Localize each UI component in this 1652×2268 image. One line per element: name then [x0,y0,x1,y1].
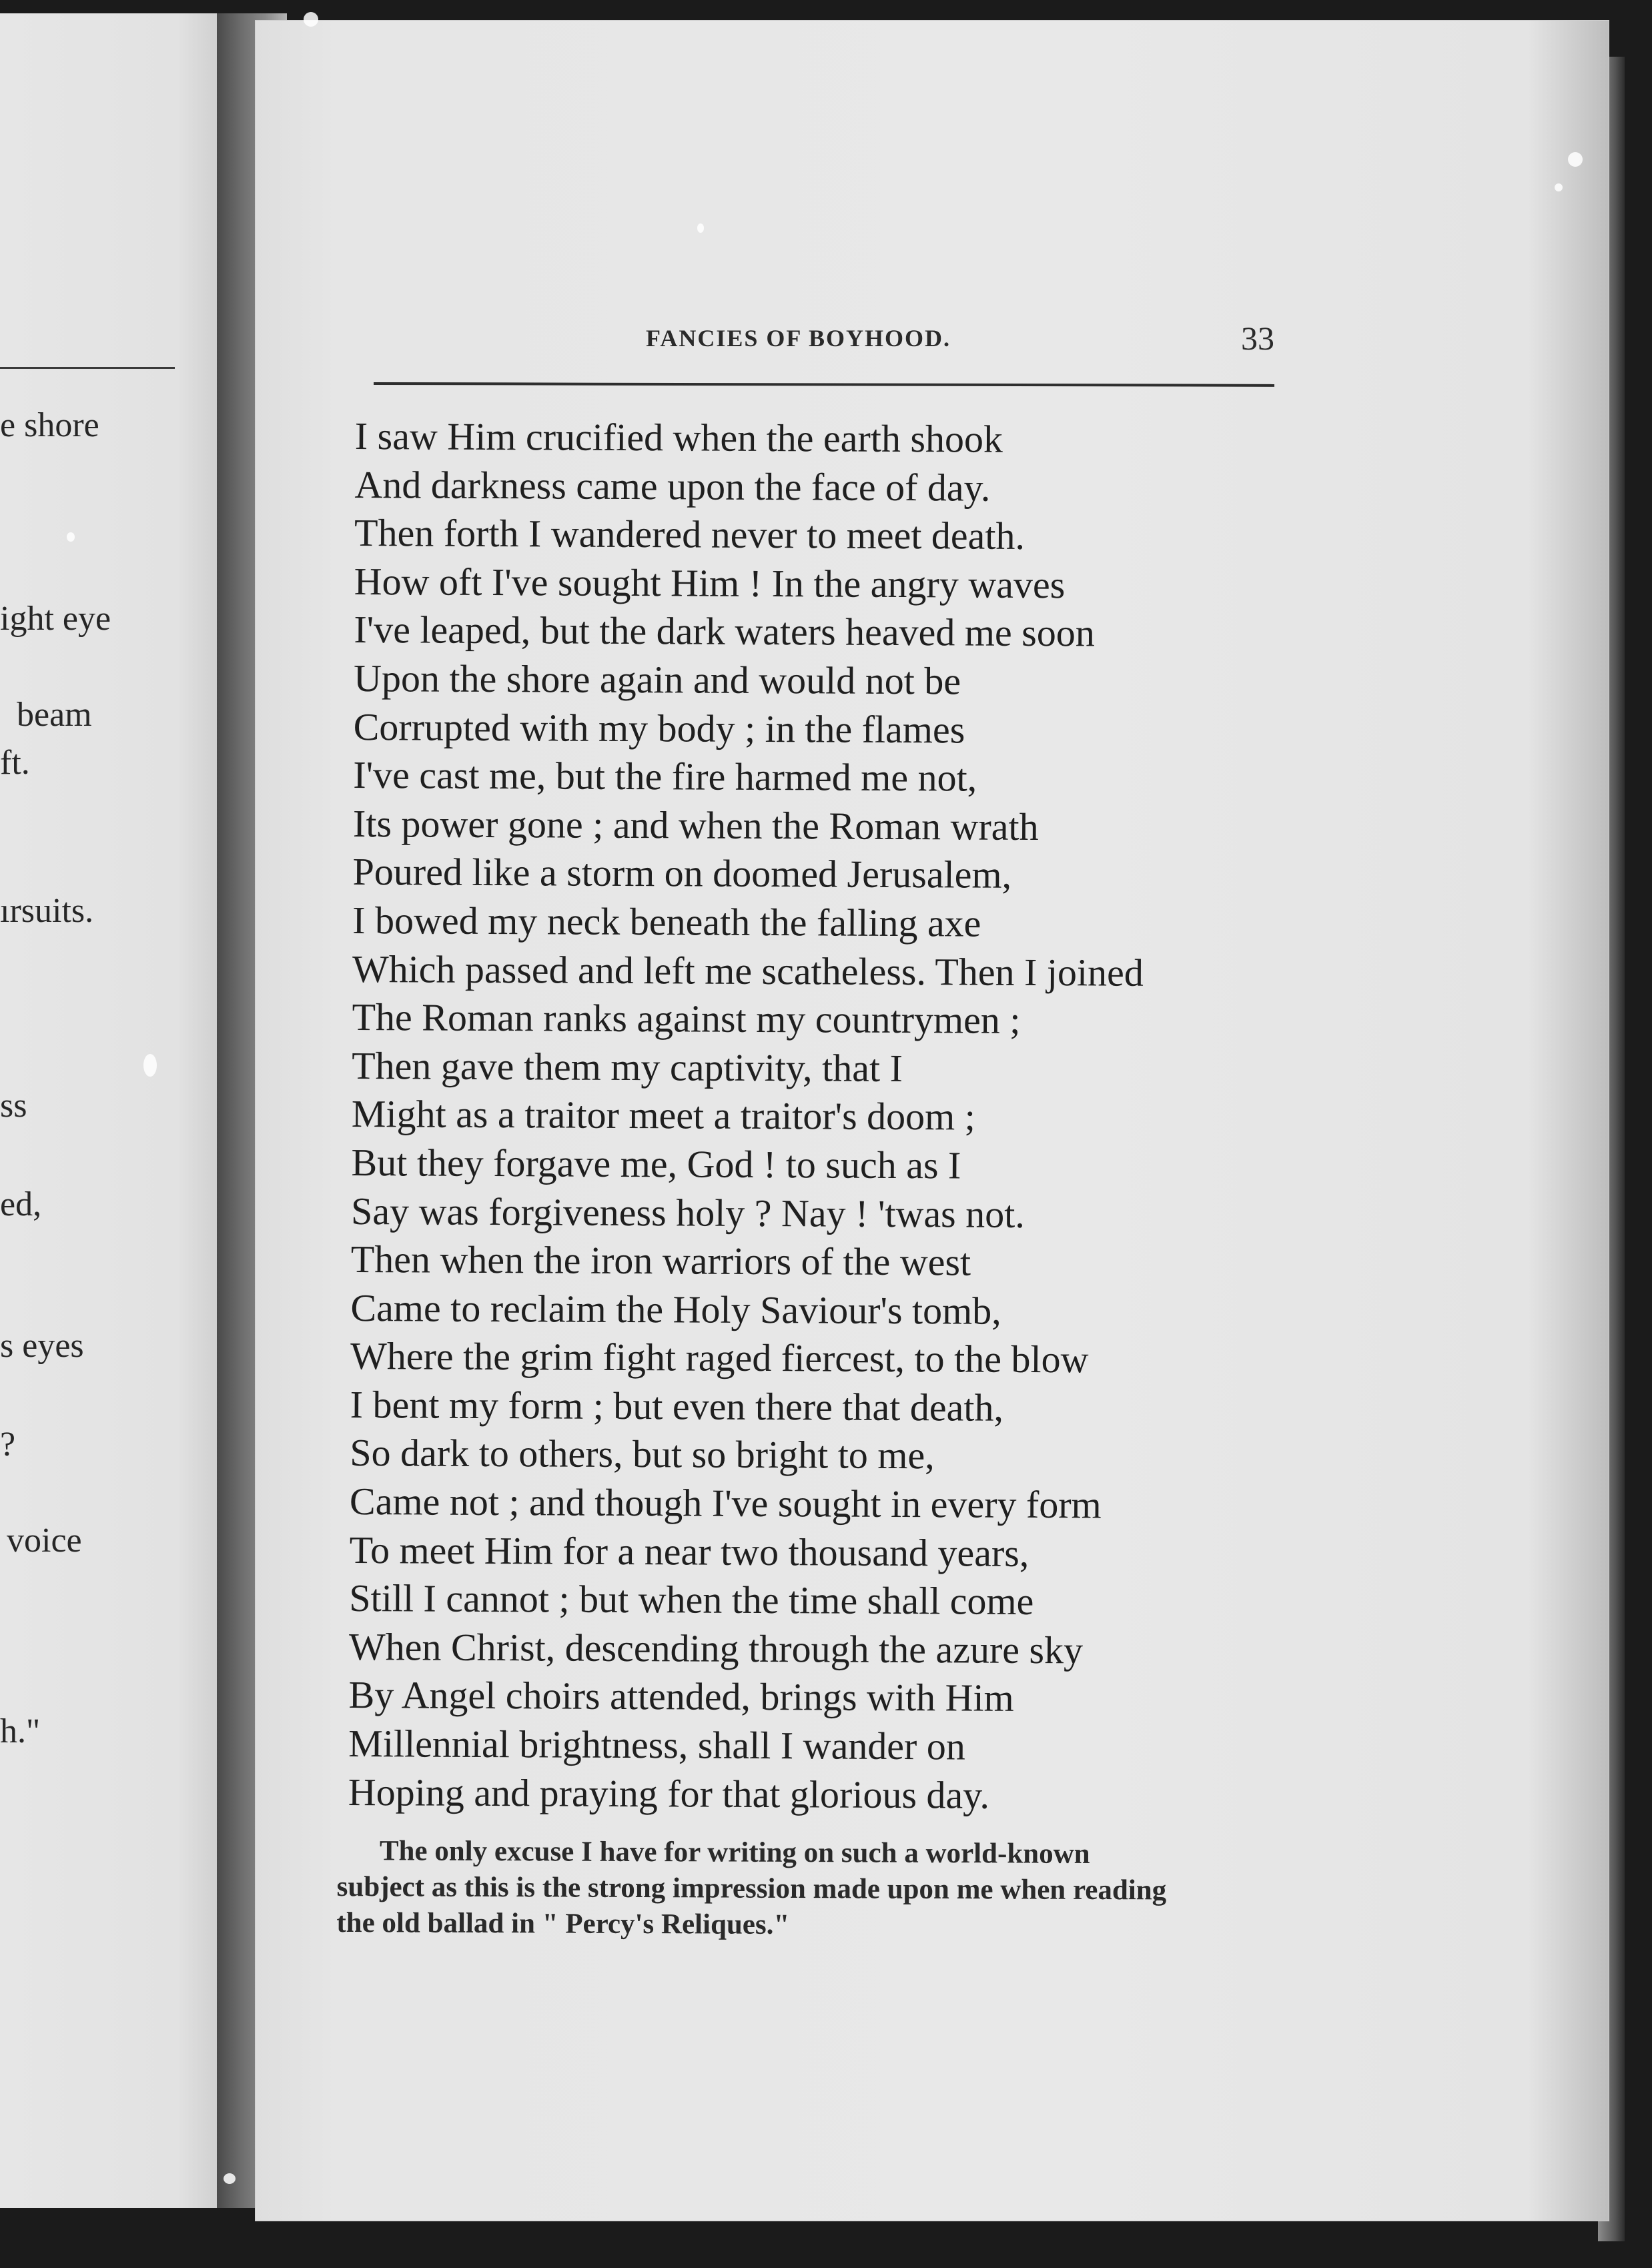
poem-line: Then gave them my captivity, that I [352,1043,903,1090]
poem-line: I've cast me, but the fire harmed me not, [353,753,977,800]
left-page [0,13,254,2208]
footnote-line: subject as this is the strong impression made upon me when reading [336,1870,1167,1906]
poem-line: Millennial brightness, shall I wander on [348,1722,966,1768]
poem-body [348,412,1289,1821]
poem-line: I bent my form ; but even there that death, [350,1382,1004,1430]
left-line-fragment: ? [0,1426,16,1464]
poem-line: Corrupted with my body ; in the flames [353,704,965,752]
poem-line: To meet Him for a near two thousand years, [349,1528,1029,1575]
poem-line: Its power gone ; and when the Roman wrath [352,801,1039,848]
poem-line: How oft I've sought Him ! In the angry waves [354,559,1066,606]
poem-line: Say was forgiveness holy ? Nay ! 'twas not. [350,1189,1025,1236]
left-line-fragment: beam [17,696,92,734]
poem-line: So dark to others, but so bright to me, [350,1431,935,1478]
left-line-fragment: ft. [0,744,30,782]
page-number: 33 [1241,320,1274,357]
dust-speck [304,12,318,27]
dust-speck [1555,183,1563,191]
footnote-line: The only excuse I have for writing on such a world-known [379,1835,1090,1870]
poem-line: Upon the shore again and would not be [353,656,961,703]
left-line-fragment: e shore [0,406,99,444]
poem-line: Might as a traitor meet a traitor's doom ; [351,1092,976,1139]
poem-line: Where the grim fight raged fiercest, to the blow [350,1334,1089,1381]
dust-speck [1568,152,1583,167]
left-line-fragment: ight eye [0,600,111,638]
left-line-fragment: ırsuits. [0,892,94,930]
poem-line: But they forgave me, God ! to such as I [351,1140,961,1187]
left-page-rule [0,367,175,369]
left-line-fragment: h." [0,1712,41,1750]
poem-line: Then when the iron warriors of the west [350,1237,971,1284]
dust-speck [67,532,75,542]
left-line-fragment: ss [0,1087,27,1125]
poem-line: When Christ, descending through the azure sky [348,1624,1084,1672]
poem-line: By Angel choirs attended, brings with Him [348,1673,1014,1720]
author-footnote [336,1833,1271,1945]
poem-line: The Roman ranks against my countrymen ; [352,995,1021,1043]
running-head: FANCIES OF BOYHOOD. [646,325,951,352]
left-line-fragment: voice [7,1522,82,1560]
poem-line: Came not ; and though I've sought in every form [349,1480,1102,1527]
footnote-line: the old ballad in " Percy's Reliques." [336,1906,790,1940]
left-line-fragment: ed, [0,1185,42,1223]
poem-line: I bowed my neck beneath the falling axe [352,898,981,945]
poem-line: Still I cannot ; but when the time shall come [349,1576,1034,1624]
poem-line: Hoping and praying for that glorious day. [348,1770,990,1817]
poem-line: Then forth I wandered never to meet death. [354,511,1025,558]
poem-line: I saw Him crucified when the earth shook [354,414,1003,461]
dust-speck [143,1054,157,1077]
poem-line: Poured like a storm on doomed Jerusalem, [352,850,1012,897]
poem-line: I've leaped, but the dark waters heaved me soon [354,608,1095,655]
dust-speck [224,2173,236,2184]
poem-line: Came to reclaim the Holy Saviour's tomb, [350,1285,1001,1333]
left-line-fragment: s eyes [0,1327,84,1365]
dust-speck [697,223,704,233]
poem-line: And darkness came upon the face of day. [354,462,991,510]
poem-line: Which passed and left me scatheless. Then I joined [352,947,1144,995]
